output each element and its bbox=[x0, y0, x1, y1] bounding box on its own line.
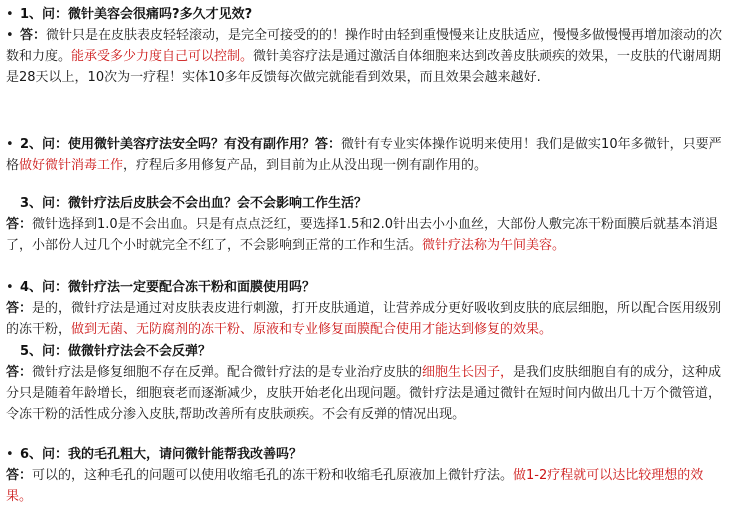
bullet-icon: • bbox=[6, 447, 14, 462]
faq-answer bbox=[6, 214, 728, 256]
faq-item-4 bbox=[6, 277, 728, 340]
bullet-icon: • bbox=[6, 280, 14, 295]
faq-answer bbox=[6, 298, 728, 340]
faq-answer bbox=[6, 362, 728, 425]
answer-label: 答： bbox=[6, 217, 33, 232]
question-text: 4、问：微针疗法一定要配合冻干粉和面膜使用吗？ bbox=[20, 280, 316, 295]
answer-highlight: 做1-2疗程就可以达比较理想的效果。 bbox=[6, 468, 704, 504]
answer-label: 答： bbox=[6, 301, 33, 316]
answer-highlight: 做好微针消毒工作 bbox=[19, 158, 124, 173]
bullet-icon: • bbox=[6, 28, 14, 43]
answer-highlight: 微针疗法称为午间美容。 bbox=[422, 238, 566, 253]
answer-highlight: 细胞生长因子， bbox=[422, 365, 514, 380]
faq-answer bbox=[6, 465, 728, 507]
faq-question bbox=[6, 444, 728, 465]
question-text: 1、问：微针美容会很痛吗?多久才见效? bbox=[20, 7, 253, 22]
bullet-icon: • bbox=[6, 137, 14, 152]
answer-text: 微针选择到1.0是不会出血。只是有点点泛红，要选择1.5和2.0针出去小小血丝，大部份人敷完冻干粉面膜后就基本消退了，小部份人过几个小时就完全不红了，不会影响到正常的工作和生活。 bbox=[6, 217, 719, 253]
answer-text: 是的，微针疗法是通过对皮肤表皮进行刺激，打开皮肤通道，让营养成分更好吸收到皮肤的底层细胞，所以配合医用级别的冻干粉， bbox=[6, 301, 722, 337]
faq-question bbox=[6, 277, 728, 298]
question-text: 5、问：做微针疗法会不会反弹？ bbox=[20, 344, 212, 359]
answer-highlight: 能承受多少力度自己可以控制。 bbox=[71, 49, 254, 64]
answer-text: 微针疗法是修复细胞不存在反弹。配合微针疗法的是专业治疗皮肤的 bbox=[32, 365, 423, 380]
faq-item-5 bbox=[6, 341, 728, 425]
question-text: 2、问：使用微针美容疗法安全吗？有没有副作用？答： bbox=[20, 137, 342, 152]
answer-label: 答： bbox=[6, 365, 33, 380]
faq-item-6 bbox=[6, 444, 728, 507]
answer-label: 答： bbox=[20, 28, 47, 43]
answer-text: ，疗程后多用修复产品，到目前为止从没出现一例有副作用的。 bbox=[123, 158, 488, 173]
faq-item-3 bbox=[6, 193, 728, 256]
answer-text: 微针美容疗法是通过激活自体细胞来达到改善皮肤顽疾的效果，一皮肤的代谢周期是28天以上，10次为一疗程！实体10多年反馈每次做完就能看到效果，而且效果会越来越好. bbox=[6, 49, 722, 85]
faq-question bbox=[6, 341, 728, 362]
answer-label: 答： bbox=[6, 468, 33, 483]
question-text: 6、问：我的毛孔粗大，请问微针能帮我改善吗？ bbox=[20, 447, 303, 462]
faq-answer bbox=[6, 25, 728, 88]
faq-item-1 bbox=[6, 4, 728, 88]
answer-text: 可以的，这种毛孔的问题可以使用收缩毛孔的冻干粉和收缩毛孔原液加上微针疗法。 bbox=[32, 468, 514, 483]
answer-text: 微针只是在皮肤表皮轻轻滚动，是完全可接受的的！操作时由轻到重慢慢来让皮肤适应，慢慢多做慢慢再增加滚动的次数和力度。 bbox=[6, 28, 723, 64]
faq-question bbox=[6, 193, 728, 214]
answer-text: 是我们皮肤细胞自有的成分，这种成分只是随着年龄增长，细胞衰老而逐渐减少，皮肤开始老化出现问题。微针疗法是通过微针在短时间内做出几十万个微管道，令冻干粉的活性成分渗入皮肤,帮助改善所有皮肤顽疾。不会有反弹的情况出现。 bbox=[6, 365, 722, 422]
bullet-icon: • bbox=[6, 7, 14, 22]
faq-item-2 bbox=[6, 134, 728, 176]
answer-text: 微针有专业实体操作说明来使用！我们是做实10年多微针，只要严格 bbox=[6, 137, 722, 173]
question-text: 3、问：微针疗法后皮肤会不会出血？会不会影响工作生活？ bbox=[20, 196, 368, 211]
answer-highlight: 做到无菌、无防腐剂的冻干粉、原液和专业修复面膜配合使用才能达到修复的效果。 bbox=[71, 322, 553, 337]
faq-question bbox=[6, 4, 728, 25]
